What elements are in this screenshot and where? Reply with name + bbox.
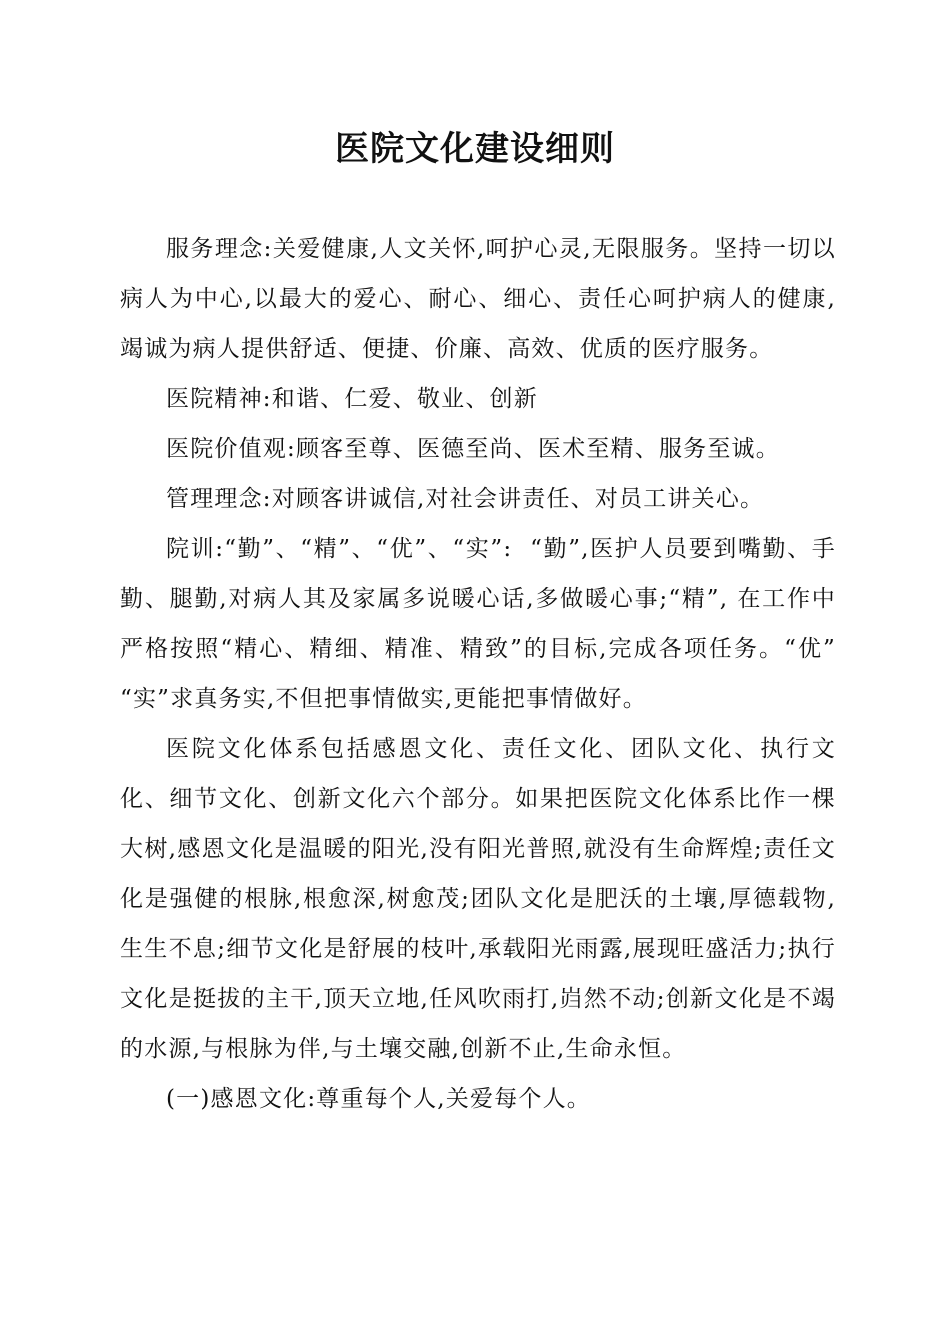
paragraph-service-philosophy: 服务理念:关爱健康,人文关怀,呵护心灵,无限服务。坚持一切以病人为中心,以最大的爱心、耐心、细心、责任心呵护病人的健康,竭诚为病人提供舒适、便捷、价廉、高效、优质的医疗服务。: [120, 236, 836, 362]
document-body: [120, 224, 922, 1124]
document-title: 医院文化建设细则: [335, 129, 615, 169]
paragraph-hospital-values: 医院价值观:顾客至尊、医德至尚、医术至精、服务至诚。: [166, 436, 780, 462]
paragraph-hospital-spirit: 医院精神:和谐、仁爱、敬业、创新: [166, 386, 538, 412]
paragraph-culture-system: 医院文化体系包括感恩文化、责任文化、团队文化、执行文化、细节文化、创新文化六个部分。如果把医院文化体系比作一棵大树,感恩文化是温暖的阳光,没有阳光普照,就没有生命辉煌;责任文化是强健的根脉,根愈深,树愈茂;团队文化是肥沃的土壤,厚德载物,生生不息;细节文化是舒展的枝叶,承载阳光雨露,展现旺盛活力;执行文化是挺拔的主干,顶天立地,任风吹雨打,岿然不动;创新文化是不竭的水源,与根脉为伴,与土壤交融,创新不止,生命永恒。: [120, 736, 836, 1062]
paragraph-management-philosophy: 管理理念:对顾客讲诚信,对社会讲责任、对员工讲关心。: [166, 486, 765, 512]
paragraph-gratitude-culture: (一)感恩文化:尊重每个人,关爱每个人。: [166, 1086, 592, 1112]
paragraph-hospital-motto: 院训:“勤”、“精”、“优”、“实”: “勤”,医护人员要到嘴勤、手勤、腿勤,对病人其及家属多说暖心话,多做暖心事;“精”, 在工作中严格按照“精心、精细、精准、精致”的目标,完成各项任务。“优” “实”求真务实,不但把事情做实,更能把事情做好。: [120, 536, 922, 712]
